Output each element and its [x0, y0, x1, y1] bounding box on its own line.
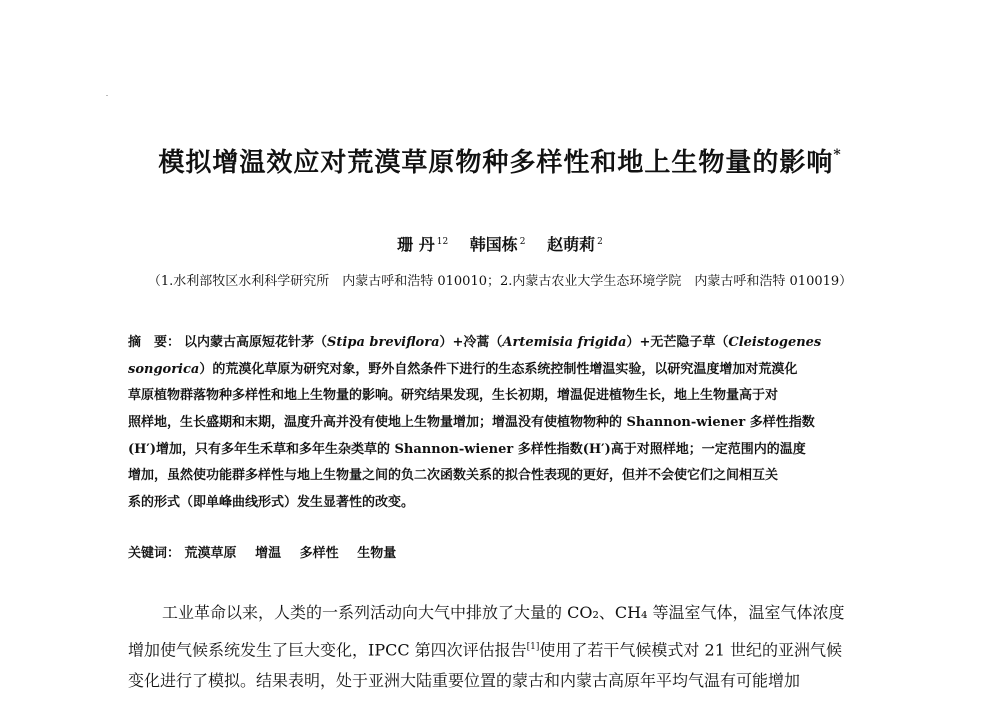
author-list: [0, 232, 1000, 255]
keywords-label: 关键词：: [128, 546, 181, 561]
scan-speck: [106, 95, 108, 96]
author-name: 珊 丹: [397, 235, 435, 254]
keyword: 生物量: [357, 546, 397, 561]
abstract-line: 草原植物群落物种多样性和地上生物量的影响。研究结果发现，生长初期，增温促进植物生长，地上生物量高于对: [128, 388, 779, 404]
author-affil-mark: 2: [519, 236, 526, 247]
abstract-line: [128, 330, 876, 357]
author-affil-mark: 12: [436, 236, 449, 247]
author-affil-mark: 2: [597, 236, 603, 247]
keyword: 增温: [255, 546, 282, 561]
species-name: Cleistogenes: [728, 335, 822, 350]
author-name: 赵萌莉: [547, 235, 596, 254]
keywords: [128, 542, 876, 561]
abstract-text: 以内蒙古高原短花针茅（: [184, 335, 328, 350]
body-text-segment: 使用了若干气候模式对 21 世纪的亚洲气候: [539, 640, 842, 660]
body-text: [128, 596, 880, 698]
title-footnote-mark: *: [833, 147, 842, 164]
body-text-segment: 增加使气候系统发生了巨大变化，IPCC 第四次评估报告: [128, 640, 527, 660]
species-name: Artemisia frigida: [502, 335, 627, 350]
abstract-line: 增加，虽然使功能群多样性与地上生物量之间的负二次函数关系的拟合性表现的更好，但并不会使它们之间相互关: [128, 468, 779, 484]
abstract-line: 照样地，生长盛期和末期，温度升高并没有使地上生物量增加；增温没有使植物物种的 Shannon-wiener 多样性指数: [128, 415, 815, 431]
author-name: 韩国栋: [469, 235, 518, 254]
abstract-label: 摘 要：: [128, 335, 181, 350]
body-line: [128, 630, 880, 664]
author-2: [470, 235, 526, 254]
body-line: 工业革命以来，人类的一系列活动向大气中排放了大量的 CO₂、CH₄ 等温室气体，温室气体浓度: [162, 603, 845, 622]
keyword: 荒漠草原: [184, 546, 237, 561]
abstract: [128, 330, 876, 517]
species-name: Stipa breviflora: [327, 335, 440, 350]
paper-title-text: 模拟增温效应对荒漠草原物种多样性和地上生物量的影响: [158, 148, 834, 178]
citation-ref: [1]: [526, 642, 540, 652]
abstract-line: 系的形式（即单峰曲线形式）发生显著性的改变。: [128, 495, 415, 511]
abstract-text: ）的荒漠化草原为研究对象，野外自然条件下进行的生态系统控制性增温实验，以研究温度增加对荒漠化: [199, 361, 798, 377]
author-3: [547, 235, 603, 254]
author-1: [397, 235, 448, 254]
body-line: 变化进行了模拟。结果表明，处于亚洲大陆重要位置的蒙古和内蒙古高原年平均气温有可能增加: [128, 671, 801, 690]
abstract-text: ）+无芒隐子草（: [626, 335, 729, 350]
paper-title: [0, 142, 1000, 179]
abstract-text: ）+冷蒿（: [439, 335, 503, 350]
abstract-line: (H′)增加，只有多年生禾草和多年生杂类草的 Shannon-wiener 多样性指数(H′)高于对照样地；一定范围内的温度: [128, 441, 806, 457]
species-name: songorica: [128, 361, 200, 377]
affiliations: （1.水利部牧区水利科学研究所 内蒙古呼和浩特 010010；2.内蒙古农业大学生态环境学院 内蒙古呼和浩特 010019）: [147, 274, 853, 289]
abstract-line: [128, 357, 876, 384]
keyword: 多样性: [299, 546, 339, 561]
